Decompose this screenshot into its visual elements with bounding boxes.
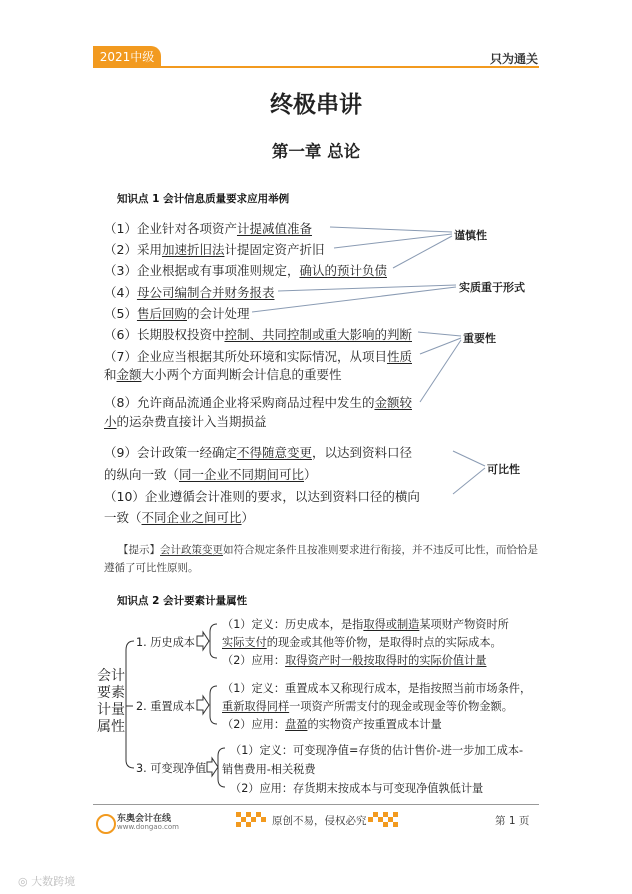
label-materiality: 重要性 [463,332,496,345]
b1-def-line2: 实际支付的现金或其他等价物，是取得时点的实际成本。 [222,636,502,649]
b1-arrow-icon [197,632,209,650]
b3-def-line1: （1）定义：可变现净值=存货的估计售价-进一步加工成本- [230,744,524,757]
chapter-title: 第一章 总论 [271,142,361,161]
header-slogan: 只为通关 [489,52,538,66]
b3-app: （2）应用：存货期末按成本与可变现净值孰低计量 [230,782,484,795]
footer-logo-url: www.dongao.com [117,823,179,831]
watermark-icon: ◎ [18,875,32,888]
b2-def-line2: 重新取得同样一项资产所需支付的现金或现金等价物金额。 [222,700,513,713]
kp1-item-4: （4）母公司编制合并财务报表 [104,285,275,300]
kp1-item-6: （6）长期股权投资中控制、共同控制或重大影响的判断 [104,327,412,342]
b3-def-line2: 销售费用-相关税费 [222,763,316,776]
kp1-item-9-line2: 的纵向一致（同一企业不同期间可比） [104,467,317,482]
root-bracket [126,641,134,768]
b1-app: （2）应用：取得资产时一般按取得时的实际价值计量 [222,654,487,667]
kp1-item-2: （2）采用加速折旧法计提固定资产折旧 [104,242,325,257]
checker-left-icon [236,812,266,828]
label-comparability: 可比性 [487,463,520,476]
kp1-heading: 知识点 1 会计信息质量要求应用举例 [117,193,290,205]
footer-rule [93,804,539,805]
b2-arrow-icon [197,696,209,714]
watermark: ◎ 大数跨境 [18,875,76,888]
page-title: 终极串讲 [270,91,362,118]
b2-app: （2）应用：盘盈的实物资产按重置成本计量 [222,718,442,731]
b1-def-line1: （1）定义：历史成本，是指取得或制造某项财产物资时所 [222,618,509,631]
b1-name: 1. 历史成本 [136,636,195,649]
kp1-item-3: （3）企业根据或有事项准则规定，确认的预计负债 [104,263,387,278]
footer-logo-name: 东奥会计在线 [117,814,172,824]
kp1-item-7-line1: （7）企业应当根据其所处环境和实际情况，从项目性质 [104,349,412,364]
kp1-item-5: （5）售后回购的会计处理 [104,306,250,321]
b3-name: 3. 可变现净值 [136,762,207,775]
kp2-heading: 知识点 2 会计要素计量属性 [117,595,248,607]
label-prudence: 谨慎性 [454,229,487,242]
label-substance-over-form: 实质重于形式 [459,281,525,294]
page-number: 第 1 页 [495,815,530,827]
tip-paragraph: 【提示】会计政策变更如符合规定条件且按准则要求进行衔接，并不违反可比性，而恰恰是遵循了可比性原则。 [104,544,538,574]
kp1-item-8-line1: （8）允许商品流通企业将采购商品过程中发生的金额较 [104,395,412,410]
kp1-item-1: （1）企业针对各项资产计提减值准备 [104,221,312,236]
kp1-item-7-line2: 和金额大小两个方面判断会计信息的重要性 [104,367,342,382]
b3-arrow-icon [207,758,218,776]
footer-center: 原创不易，侵权必究 [272,815,367,827]
header-tag: 2021中级 [93,46,161,68]
kp1-item-8-line2: 小的运杂费直接计入当期损益 [104,414,267,429]
b2-bracket [210,686,217,724]
b2-name: 2. 重置成本 [136,700,195,713]
kp1-item-10-line1: （10）企业遵循会计准则的要求，以达到资料口径的横向 [104,489,420,504]
checker-right-icon [368,812,398,828]
b2-def-line1: （1）定义：重置成本又称现行成本，是指按照当前市场条件， [222,682,532,695]
b1-bracket [210,624,217,658]
dongao-logo-icon [96,814,116,834]
kp2-root: 会计 要素 计量 属性 [97,668,125,735]
kp1-item-9-line1: （9）会计政策一经确定不得随意变更，以达到资料口径 [104,445,412,460]
kp1-item-10-line2: 一致（不同企业之间可比） [104,510,255,525]
